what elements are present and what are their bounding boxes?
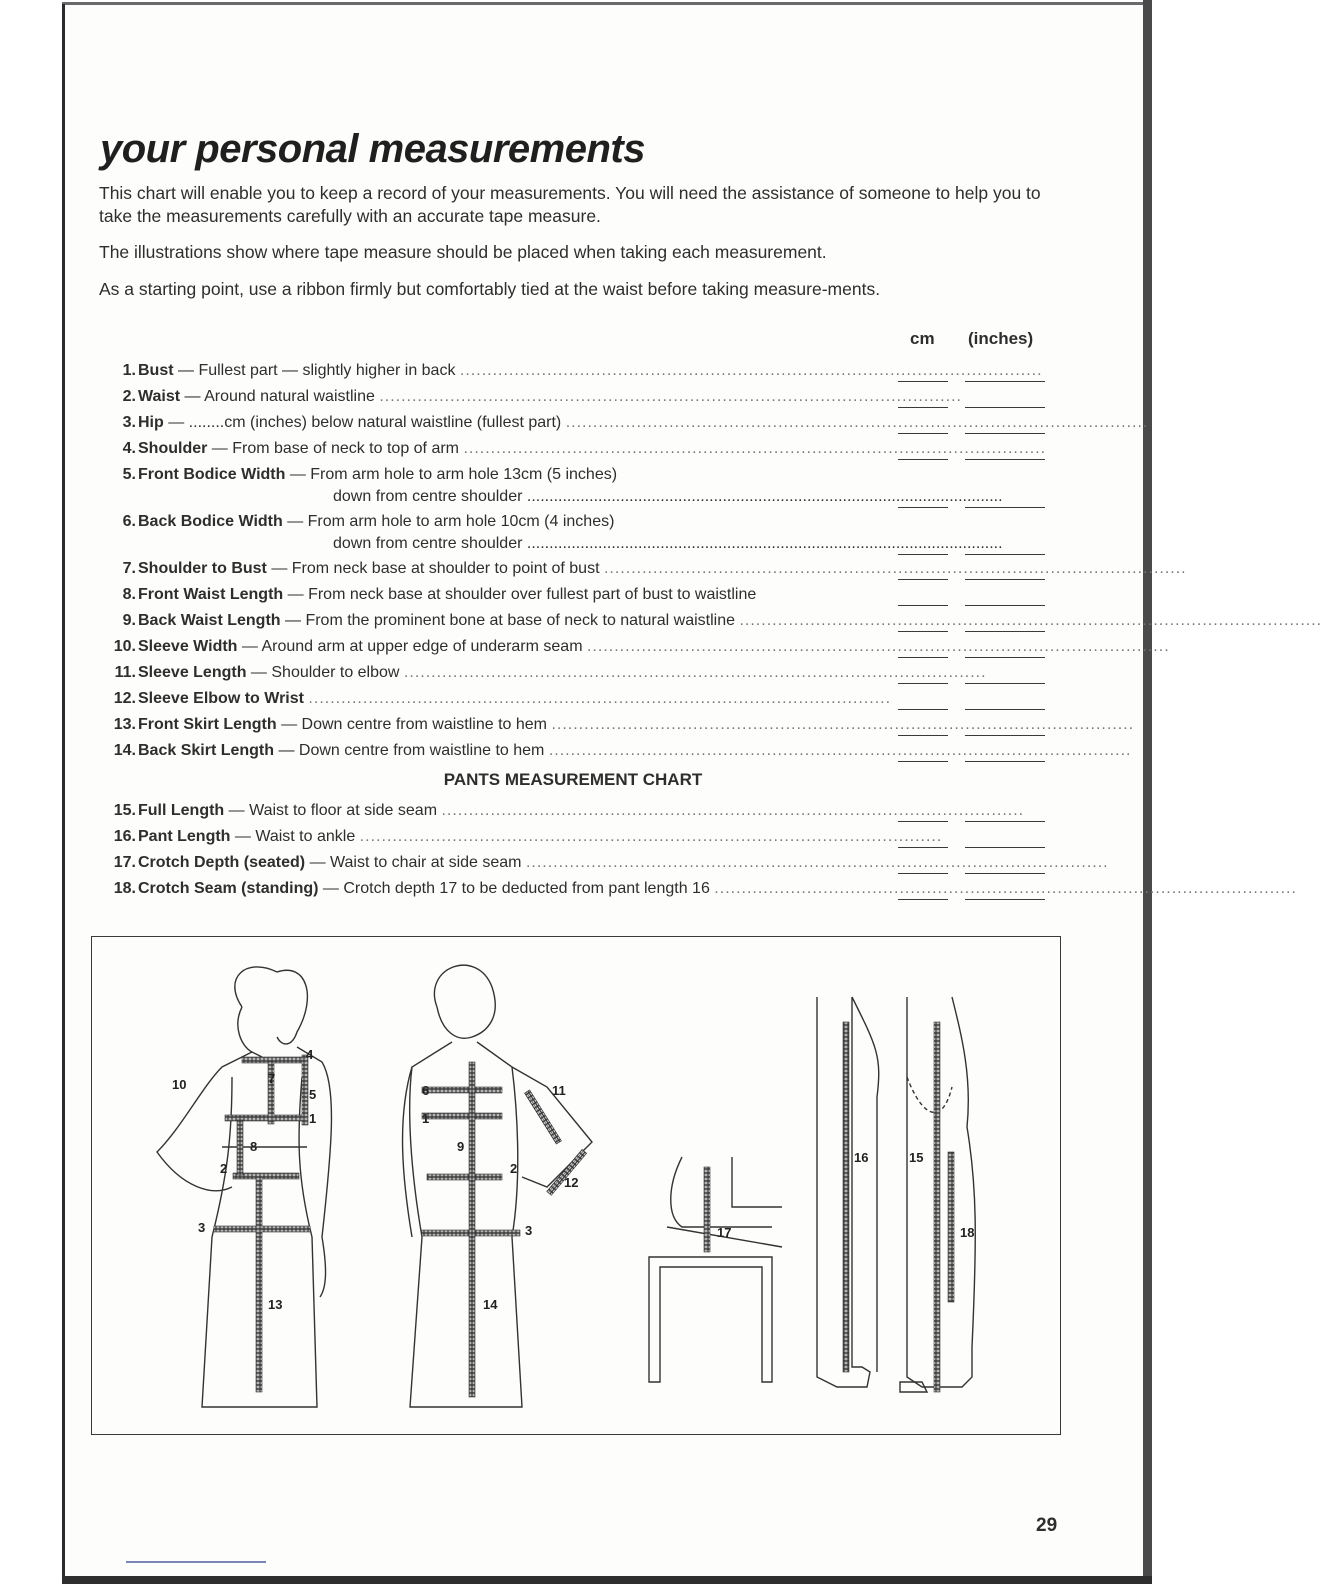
row-number: 1. — [122, 362, 136, 379]
inches-entry-line[interactable] — [965, 579, 1045, 580]
row-number: 2. — [122, 388, 136, 405]
cm-entry-line[interactable] — [898, 761, 948, 762]
row-number: 13. — [113, 716, 136, 733]
measurement-row-12: 12. Sleeve Elbow to Wrist ........................................................................................................... — [100, 688, 1046, 712]
tape-shoulder — [302, 1055, 308, 1125]
row-description: Crotch depth 17 to be deducted from pant length 16 — [343, 880, 710, 897]
fig-label-16: 16 — [854, 1150, 869, 1165]
row-name: Pant Length — [138, 828, 231, 845]
inches-entry-line[interactable] — [965, 459, 1045, 460]
cm-entry-line[interactable] — [898, 709, 948, 710]
row-number: 12. — [113, 690, 136, 707]
front-figure-drawing — [157, 967, 331, 1407]
measurement-row-1: 1. Bust — Fullest part — slightly higher in back ........................................................................................................... — [100, 360, 1046, 384]
intro-paragraph-3: As a starting point, use a ribbon firmly but comfortably tied at the waist before taking measure-ments. — [99, 279, 881, 299]
measurement-illustration — [91, 936, 1061, 1435]
row-name: Front Waist Length — [138, 586, 284, 603]
row-name: Shoulder to Bust — [138, 560, 267, 577]
inches-entry-line[interactable] — [965, 381, 1045, 382]
row-number: 17. — [113, 854, 136, 871]
fig-label-14: 14 — [483, 1297, 498, 1312]
inches-entry-line[interactable] — [965, 821, 1045, 822]
tape-waist-back — [427, 1174, 502, 1180]
tape-back-length — [469, 1062, 475, 1397]
measurement-row-8: 8. Front Waist Length — From neck base at shoulder over fullest part of bust to waistline — [100, 584, 1046, 608]
scan-edge-right — [1143, 0, 1152, 1584]
inches-entry-line[interactable] — [965, 605, 1045, 606]
measurement-row-16: 16. Pant Length — Waist to ankle ........................................................................................................... — [100, 826, 1046, 850]
scan-edge-bottom — [62, 1576, 1152, 1584]
inches-entry-line[interactable] — [965, 554, 1045, 555]
cm-entry-line[interactable] — [898, 821, 948, 822]
measurement-row-17: 17. Crotch Depth (seated) — Waist to chair at side seam ........................................................................................................... — [100, 852, 1046, 876]
cm-entry-line[interactable] — [898, 459, 948, 460]
inches-entry-line[interactable] — [965, 735, 1045, 736]
inches-entry-line[interactable] — [965, 433, 1045, 434]
fig-label-9: 9 — [457, 1139, 465, 1154]
row-name: Back Waist Length — [138, 612, 281, 629]
inches-entry-line[interactable] — [965, 761, 1045, 762]
tape-front-waist — [237, 1120, 243, 1175]
fig-label-12: 12 — [564, 1175, 579, 1190]
fig-label-2-back: 2 — [510, 1161, 518, 1176]
tape-crotch-depth — [704, 1167, 710, 1252]
fig-label-1: 1 — [309, 1111, 317, 1126]
measurement-row-13: 13. Front Skirt Length — Down centre from waistline to hem ........................................................................................................... — [100, 714, 1046, 738]
measurement-row-3: 3. Hip — ........cm (inches) below natural waistline (fullest part) ........................................................................................................... — [100, 412, 1046, 436]
row-name: Waist — [138, 388, 181, 405]
measurement-row-14: 14. Back Skirt Length — Down centre from waistline to hem ........................................................................................................... — [100, 740, 1046, 764]
row-description-cont: down from centre shoulder — [333, 535, 523, 552]
row-description: From the prominent bone at base of neck to natural waistline — [305, 612, 736, 629]
fig-label-13: 13 — [268, 1297, 283, 1312]
seated-figure-drawing — [649, 1157, 782, 1382]
cm-entry-line[interactable] — [898, 873, 948, 874]
fig-label-15: 15 — [909, 1150, 924, 1165]
row-description-cont: down from centre shoulder — [333, 488, 523, 505]
cm-entry-line[interactable] — [898, 605, 948, 606]
fig-label-18: 18 — [960, 1225, 975, 1240]
row-name: Bust — [138, 362, 174, 379]
tape-full-length — [934, 1022, 940, 1392]
row-name: Sleeve Length — [138, 664, 247, 681]
cm-entry-line[interactable] — [898, 683, 948, 684]
row-number: 8. — [122, 586, 136, 603]
row-name: Hip — [138, 414, 164, 431]
page-title: your personal measurements — [100, 127, 645, 171]
cm-entry-line[interactable] — [898, 507, 948, 508]
row-description: Waist to ankle — [255, 828, 356, 845]
cm-entry-line[interactable] — [898, 554, 948, 555]
fig-label-8: 8 — [250, 1139, 258, 1154]
row-description: ........cm (inches) below natural waistline (fullest part) — [188, 414, 562, 431]
row-description: Around arm at upper edge of underarm seam — [261, 638, 583, 655]
tape-bust-back — [422, 1113, 502, 1119]
row-description: Fullest part — slightly higher in back — [198, 362, 456, 379]
fig-label-11: 11 — [552, 1083, 566, 1098]
tape-back-bodice — [422, 1087, 502, 1093]
row-description: From neck base at shoulder to point of bust — [291, 560, 600, 577]
row-name: Sleeve Elbow to Wrist — [138, 690, 304, 707]
fig-label-10: 10 — [172, 1077, 187, 1092]
inches-entry-line[interactable] — [965, 899, 1045, 900]
row-description: Shoulder to elbow — [271, 664, 400, 681]
row-description: From neck base at shoulder over fullest part of bust to waistline — [308, 586, 757, 603]
tape-crotch-seam — [948, 1152, 954, 1302]
row-description: Waist to chair at side seam — [330, 854, 522, 871]
inches-entry-line[interactable] — [965, 683, 1045, 684]
row-number: 10. — [113, 638, 136, 655]
fig-label-3: 3 — [198, 1220, 206, 1235]
row-description: Waist to floor at side seam — [249, 802, 438, 819]
row-name: Shoulder — [138, 440, 208, 457]
measurement-row-11: 11. Sleeve Length — Shoulder to elbow ........................................................................................................... — [100, 662, 1046, 686]
row-description: Down centre from waistline to hem — [301, 716, 547, 733]
column-header-cm: cm — [910, 329, 935, 348]
inches-entry-line[interactable] — [965, 507, 1045, 508]
cm-entry-line[interactable] — [898, 407, 948, 408]
inches-entry-line[interactable] — [965, 847, 1045, 848]
row-number: 11. — [114, 664, 136, 681]
row-name: Front Skirt Length — [138, 716, 277, 733]
cm-entry-line[interactable] — [898, 381, 948, 382]
fig-label-6: 6 — [422, 1083, 430, 1098]
cm-entry-line[interactable] — [898, 433, 948, 434]
measurement-row-4: 4. Shoulder — From base of neck to top of arm ........................................................................................................... — [100, 438, 1046, 462]
row-number: 15. — [113, 802, 136, 819]
inches-entry-line[interactable] — [965, 709, 1045, 710]
row-name: Back Skirt Length — [138, 742, 275, 759]
row-name: Back Bodice Width — [138, 513, 283, 530]
measurement-row-6: 6. Back Bodice Width — From arm hole to arm hole 10cm (4 inches) down from centre shoulder ........................................................................................................... — [100, 511, 1046, 557]
inches-entry-line[interactable] — [965, 873, 1045, 874]
measurement-row-10: 10. Sleeve Width — Around arm at upper edge of underarm seam ........................................................................................................... — [100, 636, 1046, 660]
page-number: 29 — [1036, 1515, 1058, 1536]
cm-entry-line[interactable] — [898, 847, 948, 848]
row-number: 6. — [122, 513, 136, 530]
fig-label-1-back: 1 — [422, 1111, 430, 1126]
pants-chart-heading: PANTS MEASUREMENT CHART — [443, 770, 703, 789]
scan-edge-top — [62, 2, 1152, 5]
fig-label-5: 5 — [309, 1087, 317, 1102]
footer-rule — [126, 1561, 266, 1563]
row-name: Crotch Seam (standing) — [138, 880, 319, 897]
column-header-inches: (inches) — [968, 329, 1034, 348]
cm-entry-line[interactable] — [898, 735, 948, 736]
fig-label-17: 17 — [717, 1225, 732, 1240]
scan-edge-left — [62, 4, 65, 1578]
row-name: Front Bodice Width — [138, 466, 286, 483]
fig-label-2: 2 — [220, 1161, 228, 1176]
row-description: From base of neck to top of arm — [232, 440, 459, 457]
fig-label-4: 4 — [306, 1047, 314, 1062]
cm-entry-line[interactable] — [898, 631, 948, 632]
measurement-row-18: 18. Crotch Seam (standing) — Crotch depth 17 to be deducted from pant length 16 ........................................................................................................... — [100, 878, 1046, 902]
row-description: From arm hole to arm hole 10cm (4 inches) — [307, 513, 615, 530]
row-name: Sleeve Width — [138, 638, 238, 655]
intro-paragraph-2: The illustrations show where tape measure should be placed when taking each measurement. — [99, 242, 827, 262]
row-description: Around natural waistline — [204, 388, 375, 405]
row-number: 5. — [122, 466, 136, 483]
inches-entry-line[interactable] — [965, 631, 1045, 632]
row-name: Full Length — [138, 802, 225, 819]
fig-label-3-back: 3 — [525, 1223, 533, 1238]
row-number: 7. — [122, 560, 136, 577]
row-number: 14. — [113, 742, 136, 759]
measurement-row-5: 5. Front Bodice Width — From arm hole to arm hole 13cm (5 inches) down from centre shoulder ........................................................................................................... — [100, 464, 1046, 510]
cm-entry-line[interactable] — [898, 899, 948, 900]
inches-entry-line[interactable] — [965, 657, 1045, 658]
measurement-row-15: 15. Full Length — Waist to floor at side seam ........................................................................................................... — [100, 800, 1046, 824]
measurement-row-7: 7. Shoulder to Bust — From neck base at shoulder to point of bust ........................................................................................................... — [100, 558, 1046, 582]
row-number: 18. — [113, 880, 136, 897]
measurement-row-9: 9. Back Waist Length — From the prominent bone at base of neck to natural waistline ........................................................................................................... — [100, 610, 1046, 634]
row-number: 4. — [122, 440, 136, 457]
inches-entry-line[interactable] — [965, 407, 1045, 408]
measurement-row-2: 2. Waist — Around natural waistline ........................................................................................................... — [100, 386, 1046, 410]
row-description: From arm hole to arm hole 13cm (5 inches) — [310, 466, 618, 483]
row-name: Crotch Depth (seated) — [138, 854, 306, 871]
row-description: Down centre from waistline to hem — [298, 742, 545, 759]
row-number: 9. — [122, 612, 136, 629]
row-number: 3. — [122, 414, 136, 431]
cm-entry-line[interactable] — [898, 657, 948, 658]
fig-label-7: 7 — [268, 1071, 276, 1086]
row-number: 16. — [113, 828, 136, 845]
tape-pant-length — [843, 1022, 849, 1372]
cm-entry-line[interactable] — [898, 579, 948, 580]
intro-paragraph-1: This chart will enable you to keep a record of your measurements. You will need the assistance of someone to help you to take the measurements carefully with an accurate tape measure. — [99, 183, 1041, 226]
tape-front-skirt — [256, 1177, 262, 1392]
